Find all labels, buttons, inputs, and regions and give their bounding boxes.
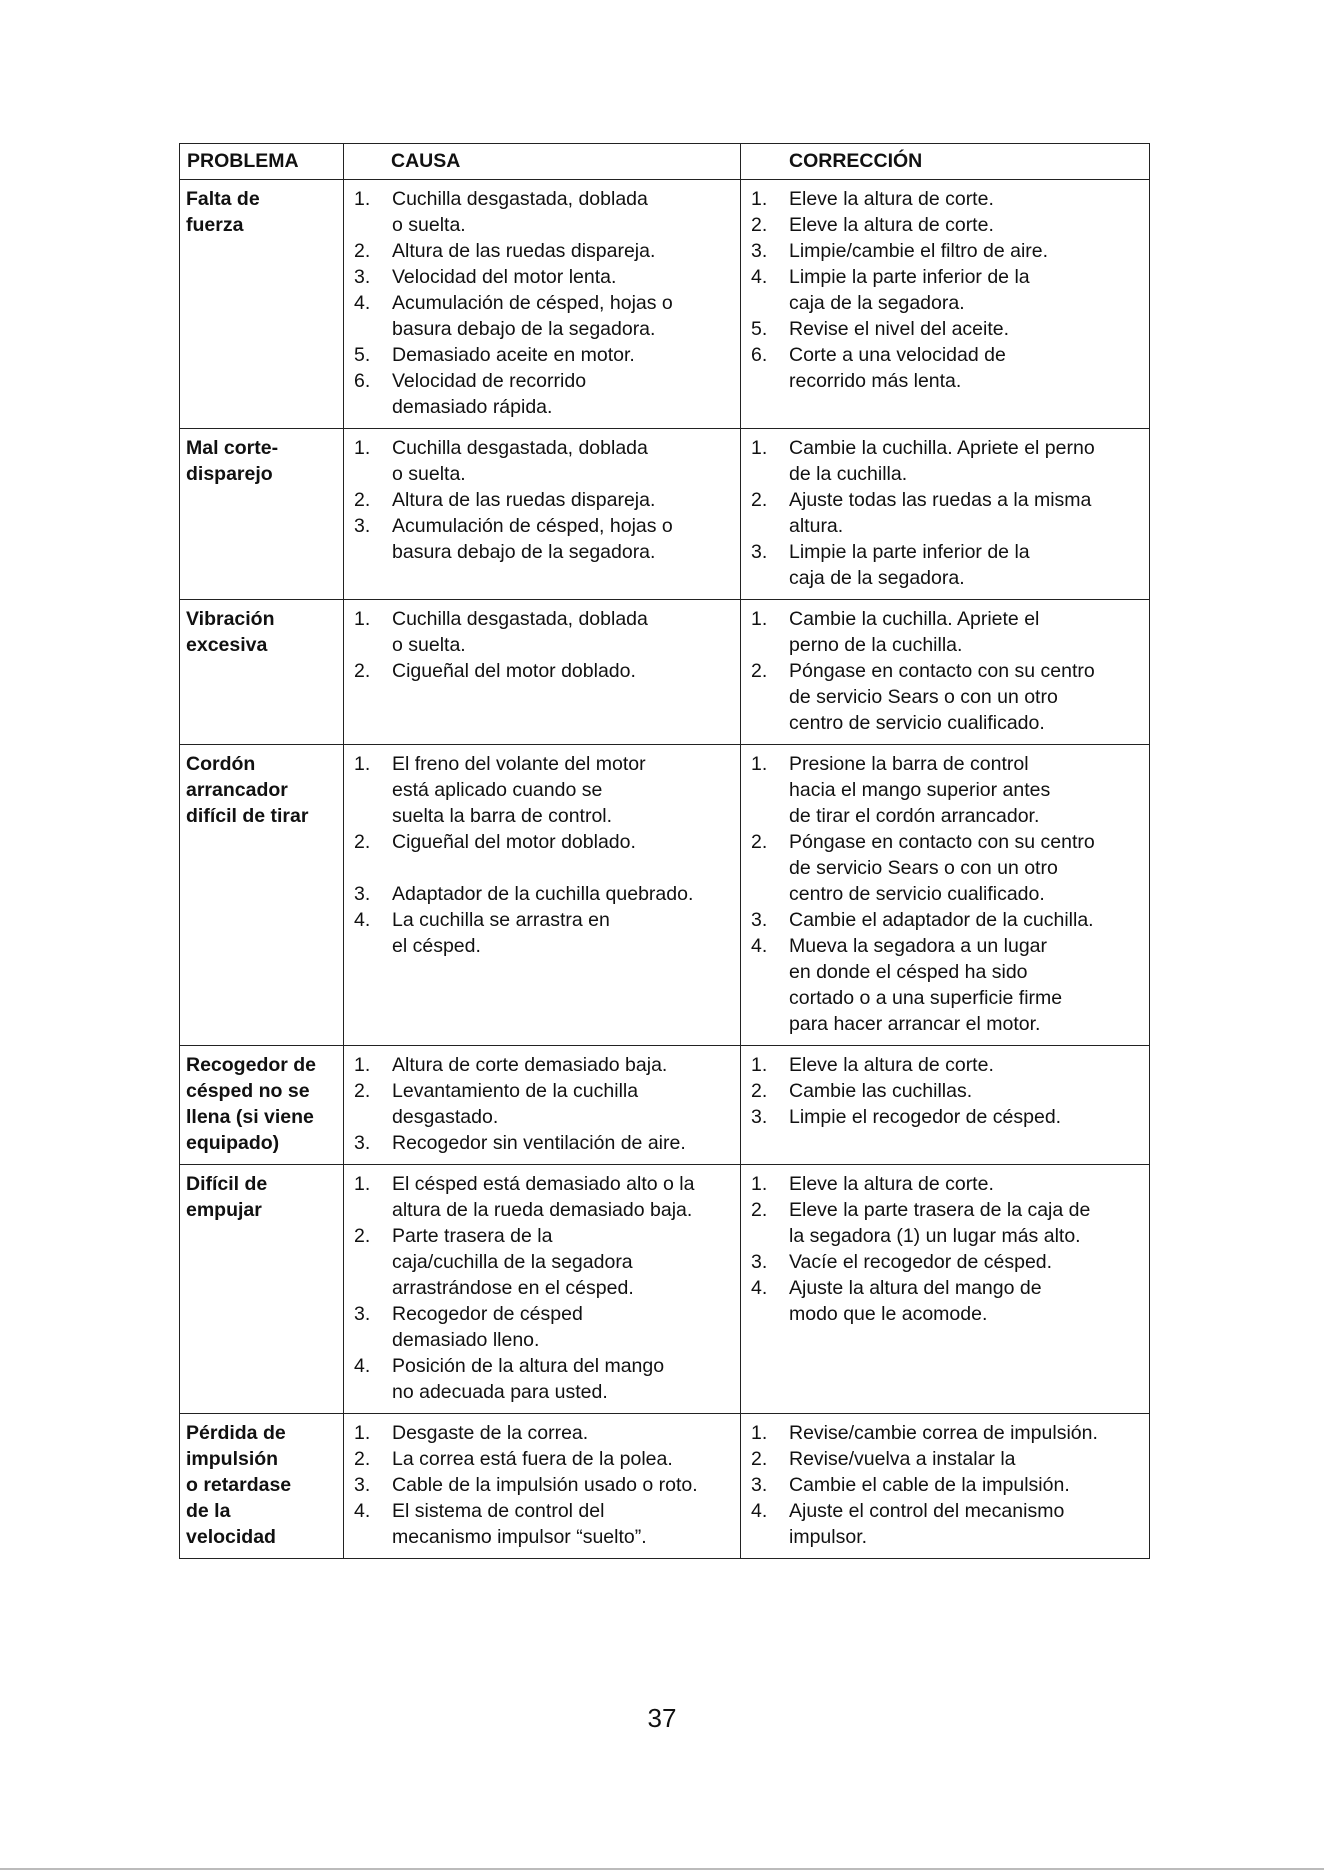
cause-item-number: 4. [354, 909, 371, 931]
correction-item-text: Eleve la parte trasera de la caja de la segadora (1) un lugar más alto. [789, 1199, 1091, 1247]
cause-item-number: 1. [354, 608, 371, 630]
correction-item-number: 1. [751, 1422, 768, 1444]
cause-item-text: Recogedor de césped demasiado lleno. [392, 1303, 583, 1351]
header-cause: CAUSA [344, 144, 741, 180]
correction-item-text: Presione la barra de control hacia el mango superior antes de tirar el cordón arrancador. [789, 753, 1051, 827]
cause-item-number: 3. [354, 515, 371, 537]
correction-item-number: 6. [751, 344, 768, 366]
correction-item [751, 1498, 1145, 1550]
table-row [180, 600, 1150, 745]
table-row [180, 1046, 1150, 1165]
cause-item-text: Acumulación de césped, hojas o basura debajo de la segadora. [392, 292, 673, 340]
cause-item-text: Cigueñal del motor doblado. [392, 660, 636, 682]
correction-item-number: 1. [751, 437, 768, 459]
cause-item [354, 368, 736, 420]
correction-item-number: 2. [751, 214, 768, 236]
cause-item-number: 4. [354, 1355, 371, 1377]
cause-item-text: El sistema de control del mecanismo impulsor “suelto”. [392, 1500, 647, 1548]
correction-item-number: 3. [751, 240, 768, 262]
cause-item-number: 1. [354, 1422, 371, 1444]
cause-item-text: El césped está demasiado alto o la altura de la rueda demasiado baja. [392, 1173, 695, 1221]
correction-item-text: Revise el nivel del aceite. [789, 318, 1010, 340]
correction-item [751, 1052, 1145, 1078]
cause-item [354, 513, 736, 565]
cause-item-text: La correa está fuera de la polea. [392, 1448, 673, 1470]
problem-text: Mal corte- disparejo [186, 437, 279, 485]
correction-item-number: 5. [751, 318, 768, 340]
cause-item-text: Cigueñal del motor doblado. [392, 831, 636, 853]
cause-item [354, 881, 736, 907]
cause-list [354, 606, 736, 684]
correction-item [751, 606, 1145, 658]
correction-item-text: Limpie/cambie el filtro de aire. [789, 240, 1049, 262]
correction-item [751, 933, 1145, 1037]
correction-item [751, 907, 1145, 933]
correction-item [751, 186, 1145, 212]
troubleshooting-table [179, 143, 1150, 1559]
cause-item-text: Adaptador de la cuchilla quebrado. [392, 883, 694, 905]
cause-item [354, 238, 736, 264]
cause-item-text: Velocidad del motor lenta. [392, 266, 617, 288]
cause-item [354, 606, 736, 658]
cause-item-text: Cuchilla desgastada, doblada o suelta. [392, 188, 648, 236]
cause-item-number: 3. [354, 1132, 371, 1154]
correction-item-text: Revise/cambie correa de impulsión. [789, 1422, 1098, 1444]
correction-item-text: Cambie la cuchilla. Apriete el perno de la cuchilla. [789, 608, 1040, 656]
problem-cell [180, 1414, 344, 1559]
correction-item-text: Ajuste la altura del mango de modo que le acomode. [789, 1277, 1042, 1325]
cause-item [354, 1223, 736, 1301]
correction-cell [741, 745, 1150, 1046]
cause-item-number: 3. [354, 883, 371, 905]
table-header-row [180, 144, 1150, 180]
correction-item-number: 4. [751, 266, 768, 288]
cause-item-number: 3. [354, 1303, 371, 1325]
cause-item-number: 2. [354, 489, 371, 511]
correction-item-number: 3. [751, 1474, 768, 1496]
table-row [180, 429, 1150, 600]
table-row [180, 1165, 1150, 1414]
correction-list [751, 186, 1145, 394]
cause-item [354, 1353, 736, 1405]
correction-item-number: 3. [751, 1106, 768, 1128]
scan-bottom-edge [0, 1868, 1324, 1870]
cause-item [354, 264, 736, 290]
correction-cell [741, 429, 1150, 600]
correction-item-text: Cambie las cuchillas. [789, 1080, 973, 1102]
correction-item-number: 2. [751, 1448, 768, 1470]
cause-item [354, 751, 736, 829]
cause-item-text: Desgaste de la correa. [392, 1422, 589, 1444]
cause-item-text: Altura de corte demasiado baja. [392, 1054, 668, 1076]
correction-item-number: 1. [751, 188, 768, 210]
cause-cell [344, 1046, 741, 1165]
problem-cell [180, 1165, 344, 1414]
correction-cell [741, 1165, 1150, 1414]
correction-item-number: 2. [751, 660, 768, 682]
correction-list [751, 435, 1145, 591]
correction-item-number: 2. [751, 489, 768, 511]
cause-item-number: 1. [354, 753, 371, 775]
correction-item [751, 264, 1145, 316]
problem-text: Cordón arrancador difícil de tirar [186, 753, 309, 827]
correction-item-number: 3. [751, 541, 768, 563]
cause-item-text: Velocidad de recorrido demasiado rápida. [392, 370, 587, 418]
cause-item-text: Demasiado aceite en motor. [392, 344, 635, 366]
correction-item-number: 3. [751, 909, 768, 931]
cause-item-text: Acumulación de césped, hojas o basura debajo de la segadora. [392, 515, 673, 563]
correction-item-text: Cambie el adaptador de la cuchilla. [789, 909, 1094, 931]
cause-item [354, 1052, 736, 1078]
cause-item-text: Altura de las ruedas dispareja. [392, 489, 656, 511]
correction-item [751, 1249, 1145, 1275]
correction-item-text: Mueva la segadora a un lugar en donde el césped ha sido cortado o a una superficie firme para hacer arrancar el motor. [789, 935, 1063, 1035]
correction-item [751, 342, 1145, 394]
correction-item [751, 1171, 1145, 1197]
cause-cell [344, 1414, 741, 1559]
cause-item-number: 2. [354, 240, 371, 262]
correction-item [751, 316, 1145, 342]
problem-cell [180, 1046, 344, 1165]
cause-item-number: 3. [354, 266, 371, 288]
page-number: 37 [647, 1703, 677, 1733]
correction-item [751, 1472, 1145, 1498]
header-problem: PROBLEMA [180, 144, 344, 180]
cause-item-text: Cuchilla desgastada, doblada o suelta. [392, 437, 648, 485]
cause-cell [344, 600, 741, 745]
correction-item-text: Ajuste todas las ruedas a la misma altura. [789, 489, 1092, 537]
header-correction: CORRECCIÓN [741, 144, 1150, 180]
cause-list [354, 1420, 736, 1550]
problem-cell [180, 745, 344, 1046]
cause-item [354, 186, 736, 238]
table-row [180, 745, 1150, 1046]
correction-item-number: 1. [751, 753, 768, 775]
correction-item-text: Eleve la altura de corte. [789, 214, 994, 236]
correction-item-number: 1. [751, 1054, 768, 1076]
correction-item [751, 539, 1145, 591]
correction-item-text: Ajuste el control del mecanismo impulsor. [789, 1500, 1065, 1548]
cause-item-number: 5. [354, 344, 371, 366]
correction-item [751, 658, 1145, 736]
correction-item [751, 1420, 1145, 1446]
problem-text: Falta de fuerza [186, 188, 260, 236]
cause-list [354, 186, 736, 420]
cause-item [354, 1498, 736, 1550]
cause-item-number: 3. [354, 1474, 371, 1496]
cause-item-number: 1. [354, 1054, 371, 1076]
correction-item [751, 1446, 1145, 1472]
cause-item [354, 435, 736, 487]
correction-item-text: Cambie el cable de la impulsión. [789, 1474, 1070, 1496]
correction-item [751, 1197, 1145, 1249]
correction-list [751, 1420, 1145, 1550]
correction-item-text: Vacíe el recogedor de césped. [789, 1251, 1053, 1273]
cause-item-number: 6. [354, 370, 371, 392]
cause-item [354, 342, 736, 368]
correction-item-text: Corte a una velocidad de recorrido más lenta. [789, 344, 1006, 392]
cause-item-number: 2. [354, 1448, 371, 1470]
problem-cell [180, 429, 344, 600]
cause-item [354, 907, 736, 959]
cause-cell [344, 745, 741, 1046]
problem-text: Recogedor de césped no se llena (si viene equipado) [186, 1054, 317, 1154]
correction-item [751, 1078, 1145, 1104]
cause-item-number: 1. [354, 1173, 371, 1195]
correction-item [751, 1275, 1145, 1327]
correction-list [751, 751, 1145, 1037]
cause-list [354, 435, 736, 565]
problem-text: Difícil de empujar [186, 1173, 268, 1221]
problem-text: Vibración excesiva [186, 608, 275, 656]
problem-cell [180, 600, 344, 745]
table-body [180, 180, 1150, 1559]
correction-item-number: 2. [751, 1080, 768, 1102]
cause-item [354, 1472, 736, 1498]
correction-item-number: 2. [751, 831, 768, 853]
cause-item-text: Levantamiento de la cuchilla desgastado. [392, 1080, 639, 1128]
correction-item-text: Eleve la altura de corte. [789, 1054, 994, 1076]
cause-item-text: Altura de las ruedas dispareja. [392, 240, 656, 262]
cause-item-text: Cable de la impulsión usado o roto. [392, 1474, 698, 1496]
correction-item-text: Limpie la parte inferior de la caja de la segadora. [789, 541, 1030, 589]
correction-item-text: Cambie la cuchilla. Apriete el perno de la cuchilla. [789, 437, 1095, 485]
correction-item-number: 1. [751, 608, 768, 630]
cause-item-text: Posición de la altura del mango no adecuada para usted. [392, 1355, 665, 1403]
correction-cell [741, 1414, 1150, 1559]
problem-text: Pérdida de impulsión o retardase de la velocidad [186, 1422, 292, 1548]
cause-item [354, 658, 736, 684]
cause-item-number: 4. [354, 1500, 371, 1522]
correction-item [751, 1104, 1145, 1130]
cause-item-text: Cuchilla desgastada, doblada o suelta. [392, 608, 648, 656]
cause-cell [344, 1165, 741, 1414]
cause-item-number: 2. [354, 1080, 371, 1102]
cause-item [354, 1420, 736, 1446]
cause-item-text: Parte trasera de la caja/cuchilla de la segadora arrastrándose en el césped. [392, 1225, 634, 1299]
cause-item [354, 1171, 736, 1223]
correction-item [751, 212, 1145, 238]
correction-item-number: 1. [751, 1173, 768, 1195]
correction-item-text: Póngase en contacto con su centro de servicio Sears o con un otro centro de servicio cualificado. [789, 831, 1095, 905]
correction-item [751, 487, 1145, 539]
correction-cell [741, 600, 1150, 745]
correction-item-number: 3. [751, 1251, 768, 1273]
cause-item [354, 1446, 736, 1472]
cause-item-number: 2. [354, 660, 371, 682]
cause-item [354, 1301, 736, 1353]
correction-item-number: 2. [751, 1199, 768, 1221]
cause-item [354, 1078, 736, 1130]
cause-item-text: Recogedor sin ventilación de aire. [392, 1132, 686, 1154]
correction-list [751, 1052, 1145, 1130]
correction-item-text: Eleve la altura de corte. [789, 1173, 994, 1195]
correction-item-text: Revise/vuelva a instalar la [789, 1448, 1016, 1470]
cause-list [354, 751, 736, 959]
correction-item-text: Eleve la altura de corte. [789, 188, 994, 210]
correction-item [751, 435, 1145, 487]
problem-cell [180, 180, 344, 429]
cause-cell [344, 429, 741, 600]
cause-item-text: El freno del volante del motor está aplicado cuando se suelta la barra de control. [392, 753, 646, 827]
cause-item-number: 1. [354, 188, 371, 210]
correction-list [751, 1171, 1145, 1327]
cause-list [354, 1052, 736, 1156]
table-row [180, 180, 1150, 429]
correction-cell [741, 180, 1150, 429]
table-row [180, 1414, 1150, 1559]
correction-item-number: 4. [751, 1277, 768, 1299]
cause-list [354, 1171, 736, 1405]
correction-cell [741, 1046, 1150, 1165]
cause-item-number: 4. [354, 292, 371, 314]
cause-item-number: 2. [354, 1225, 371, 1247]
correction-item-text: Limpie la parte inferior de la caja de la segadora. [789, 266, 1030, 314]
correction-item-text: Póngase en contacto con su centro de servicio Sears o con un otro centro de servicio cualificado. [789, 660, 1095, 734]
cause-item-number: 1. [354, 437, 371, 459]
cause-cell [344, 180, 741, 429]
correction-item-number: 4. [751, 1500, 768, 1522]
correction-item-number: 4. [751, 935, 768, 957]
cause-item-text: La cuchilla se arrastra en el césped. [392, 909, 610, 957]
cause-item [354, 829, 736, 881]
correction-item [751, 829, 1145, 907]
cause-item-number: 2. [354, 831, 371, 853]
correction-item-text: Limpie el recogedor de césped. [789, 1106, 1062, 1128]
cause-item [354, 1130, 736, 1156]
correction-item [751, 751, 1145, 829]
correction-list [751, 606, 1145, 736]
cause-item [354, 487, 736, 513]
cause-item [354, 290, 736, 342]
correction-item [751, 238, 1145, 264]
